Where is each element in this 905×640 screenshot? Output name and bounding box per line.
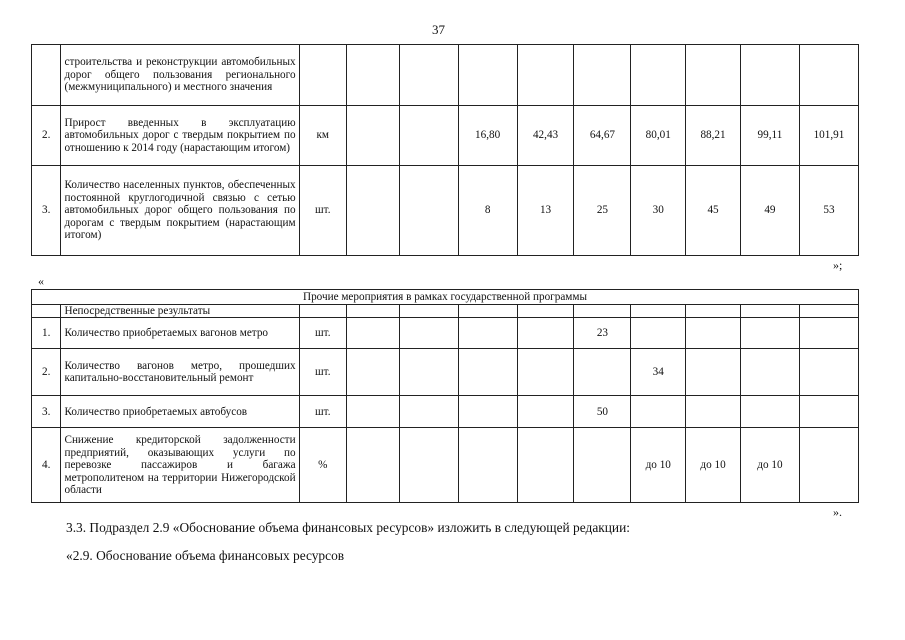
unit-cell: шт.	[299, 349, 346, 396]
value-cell	[399, 45, 458, 106]
value-cell	[574, 45, 631, 106]
indicator-description: Количество приобретаемых вагонов метро	[61, 318, 299, 349]
amendment-paragraph: 3.3. Подраздел 2.9 «Обоснование объема финансовых ресурсов» изложить в следующей редакции:	[66, 520, 630, 535]
value-cell	[346, 166, 399, 256]
unit-cell: %	[299, 428, 346, 503]
closing-quote-mark: »;	[833, 258, 843, 272]
value-cell	[631, 45, 686, 106]
table-row	[32, 349, 859, 396]
indicator-description: Прирост введенных в эксплуатацию автомобильных дорог с твердым покрытием по отношению к 2014 году (нарастающим итогом)	[61, 106, 299, 166]
value-cell	[799, 349, 858, 396]
row-number: 2.	[32, 106, 61, 166]
value-cell: 80,01	[631, 106, 686, 166]
row-number: 3.	[32, 396, 61, 428]
value-cell	[346, 106, 399, 166]
value-cell: 34	[631, 349, 686, 396]
value-cell	[399, 349, 458, 396]
row-number: 2.	[32, 349, 61, 396]
value-cell: 101,91	[799, 106, 858, 166]
value-cell	[399, 428, 458, 503]
indicators-table-other-measures	[31, 289, 859, 503]
table-row	[32, 45, 859, 106]
value-cell: 25	[574, 166, 631, 256]
value-cell	[458, 45, 517, 106]
value-cell	[686, 349, 741, 396]
subheader-label: Непосредственные результаты	[61, 305, 299, 318]
value-cell	[346, 318, 399, 349]
value-cell	[399, 106, 458, 166]
value-cell: 49	[740, 166, 799, 256]
value-cell: 88,21	[686, 106, 741, 166]
value-cell: до 10	[686, 428, 741, 503]
value-cell	[799, 396, 858, 428]
value-cell: до 10	[631, 428, 686, 503]
indicator-description: Количество приобретаемых автобусов	[61, 396, 299, 428]
value-cell	[517, 349, 574, 396]
value-cell	[799, 428, 858, 503]
unit-cell	[299, 45, 346, 106]
table-row	[32, 166, 859, 256]
value-cell	[574, 428, 631, 503]
value-cell: 53	[799, 166, 858, 256]
table-row	[32, 396, 859, 428]
value-cell	[686, 318, 741, 349]
unit-cell: шт.	[299, 396, 346, 428]
value-cell	[399, 166, 458, 256]
value-cell: 13	[517, 166, 574, 256]
table-row	[32, 428, 859, 503]
value-cell	[799, 318, 858, 349]
value-cell	[517, 318, 574, 349]
opening-quote-mark: «	[38, 274, 44, 288]
value-cell: 64,67	[574, 106, 631, 166]
value-cell	[686, 396, 741, 428]
table-row	[32, 318, 859, 349]
value-cell	[517, 396, 574, 428]
indicator-description: Количество населенных пунктов, обеспеченных постоянной круглогодичной связью с сетью автомобильных дорог общего пользования по дорогам с твердым покрытием (нарастающим итогом)	[61, 166, 299, 256]
row-number: 4.	[32, 428, 61, 503]
page-number: 37	[432, 22, 445, 37]
value-cell	[686, 45, 741, 106]
value-cell	[631, 318, 686, 349]
section-heading: «2.9. Обоснование объема финансовых ресурсов	[66, 548, 345, 563]
value-cell: 99,11	[740, 106, 799, 166]
indicator-description: Количество вагонов метро, прошедших капитально-восстановительный ремонт	[61, 349, 299, 396]
value-cell	[346, 45, 399, 106]
value-cell: 23	[574, 318, 631, 349]
indicators-table-roads	[31, 44, 859, 256]
value-cell: 45	[686, 166, 741, 256]
unit-cell: шт.	[299, 166, 346, 256]
row-number: 1.	[32, 318, 61, 349]
value-cell	[574, 349, 631, 396]
value-cell: до 10	[740, 428, 799, 503]
value-cell	[399, 318, 458, 349]
unit-cell: км	[299, 106, 346, 166]
table-row	[32, 106, 859, 166]
row-number	[32, 45, 61, 106]
value-cell: 16,80	[458, 106, 517, 166]
value-cell	[740, 318, 799, 349]
value-cell	[458, 349, 517, 396]
subheader-row	[32, 305, 859, 318]
value-cell	[399, 396, 458, 428]
value-cell	[740, 349, 799, 396]
row-number	[32, 305, 61, 318]
value-cell	[740, 396, 799, 428]
value-cell: 30	[631, 166, 686, 256]
value-cell	[346, 396, 399, 428]
indicator-description: строительства и реконструкции автомобильных дорог общего пользования регионального (межмуниципального) и местного значения	[61, 45, 299, 106]
value-cell: 8	[458, 166, 517, 256]
section-title-row	[32, 290, 859, 305]
indicator-description: Снижение кредиторской задолженности предприятий, оказывающих услуги по перевозке пассажиров и багажа метрополитеном на территории Нижегородской области	[61, 428, 299, 503]
closing-quote-mark: ».	[833, 505, 842, 519]
value-cell	[517, 45, 574, 106]
unit-cell	[299, 305, 346, 318]
unit-cell: шт.	[299, 318, 346, 349]
value-cell	[458, 428, 517, 503]
value-cell	[740, 45, 799, 106]
value-cell	[517, 428, 574, 503]
value-cell: 42,43	[517, 106, 574, 166]
value-cell	[799, 45, 858, 106]
value-cell	[458, 318, 517, 349]
value-cell: 50	[574, 396, 631, 428]
value-cell	[346, 349, 399, 396]
row-number: 3.	[32, 166, 61, 256]
value-cell	[458, 396, 517, 428]
value-cell	[631, 396, 686, 428]
value-cell	[346, 428, 399, 503]
section-title: Прочие мероприятия в рамках государственной программы	[32, 290, 859, 305]
